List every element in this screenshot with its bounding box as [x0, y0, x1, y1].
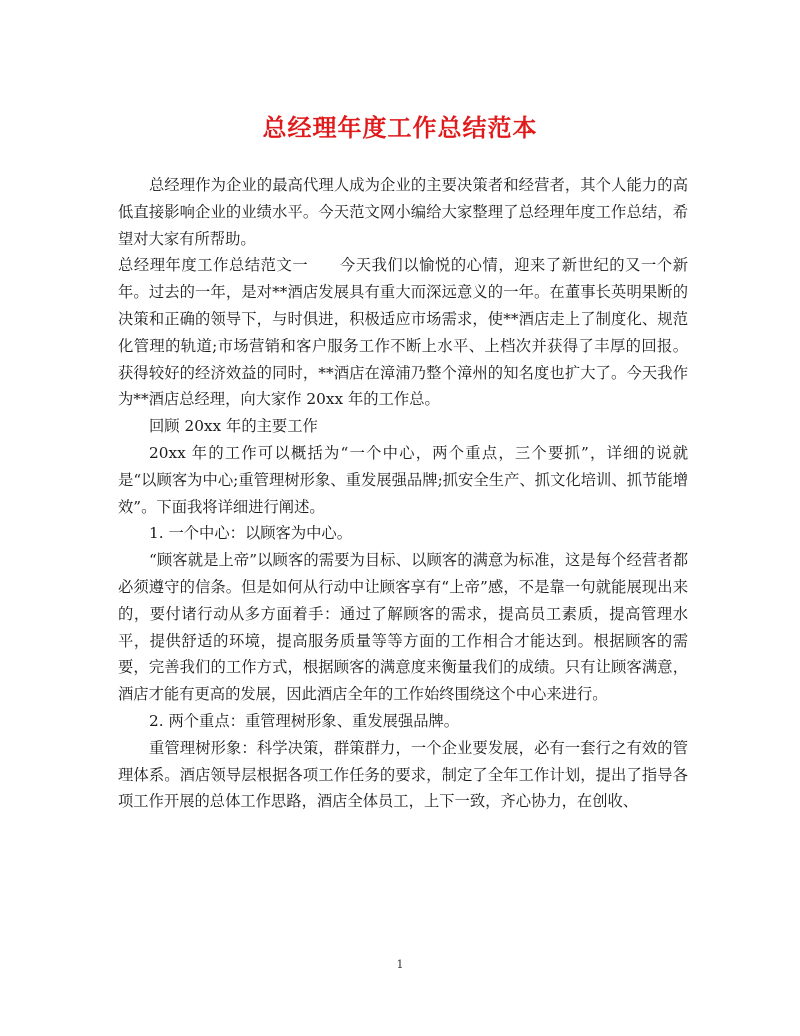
- sample-one-paragraph: 总经理年度工作总结范文一 今天我们以愉悦的心情，迎来了新世纪的又一个新年。过去的一年，是对**酒店发展具有重大而深远意义的一年。在董事长英明果断的决策和正确的领导下，与时俱进，积极适应市场需求，使**酒店走上了制度化、规范化管理的轨道;市场营销和客户服务工作不断上水平、上档次并获得了丰厚的回报。获得较好的经济效益的同时，**酒店在漳浦乃整个漳州的知名度也扩大了。今天我作为**酒店总经理，向大家作 20xx 年的工作总。: [118, 256, 688, 409]
- page-number: 1: [396, 958, 404, 971]
- document-title: 总经理年度工作总结范本: [262, 113, 538, 142]
- section-two-heading: 2. 两个重点：重管理树形象、重发展强品牌。: [149, 711, 460, 730]
- management-paragraph: 重管理树形象：科学决策，群策群力，一个企业要发展，必有一套行之有效的管理体系。酒店领导层根据各项工作任务的要求，制定了全年工作计划，提出了指导各项工作开展的总体工作思路，酒店全体员工，上下一致，齐心协力，在创收、: [118, 738, 688, 811]
- summary-paragraph: 20xx 年的工作可以概括为“一个中心，两个重点，三个要抓”，详细的说就是“以顾客为中心;重管理树形象、重发展强品牌;抓安全生产、抓文化培训、抓节能增效”。下面我将详细进行阐述。: [118, 443, 688, 516]
- review-heading: 回顾 20xx 年的主要工作: [149, 417, 318, 436]
- document-body: [118, 172, 688, 815]
- section-one-heading: 1. 一个中心：以顾客为中心。: [149, 524, 353, 543]
- intro-paragraph: 总经理作为企业的最高代理人成为企业的主要决策者和经营者，其个人能力的高低直接影响企业的业绩水平。今天范文网小编给大家整理了总经理年度工作总结，希望对大家有所帮助。: [118, 176, 688, 248]
- customer-focus-paragraph: “顾客就是上帝”以顾客的需要为目标、以顾客的满意为标准，这是每个经营者都必须遵守的信条。但是如何从行动中让顾客享有“上帝”感，不是靠一句就能展现出来的，要付诸行动从多方面着手：通过了解顾客的需求，提高员工素质，提高管理水平，提供舒适的环境，提高服务质量等等方面的工作相合才能达到。根据顾客的需要，完善我们的工作方式，根据顾客的满意度来衡量我们的成绩。只有让顾客满意，酒店才能有更高的发展，因此酒店全年的工作始终围绕这个中心来进行。: [118, 551, 688, 704]
